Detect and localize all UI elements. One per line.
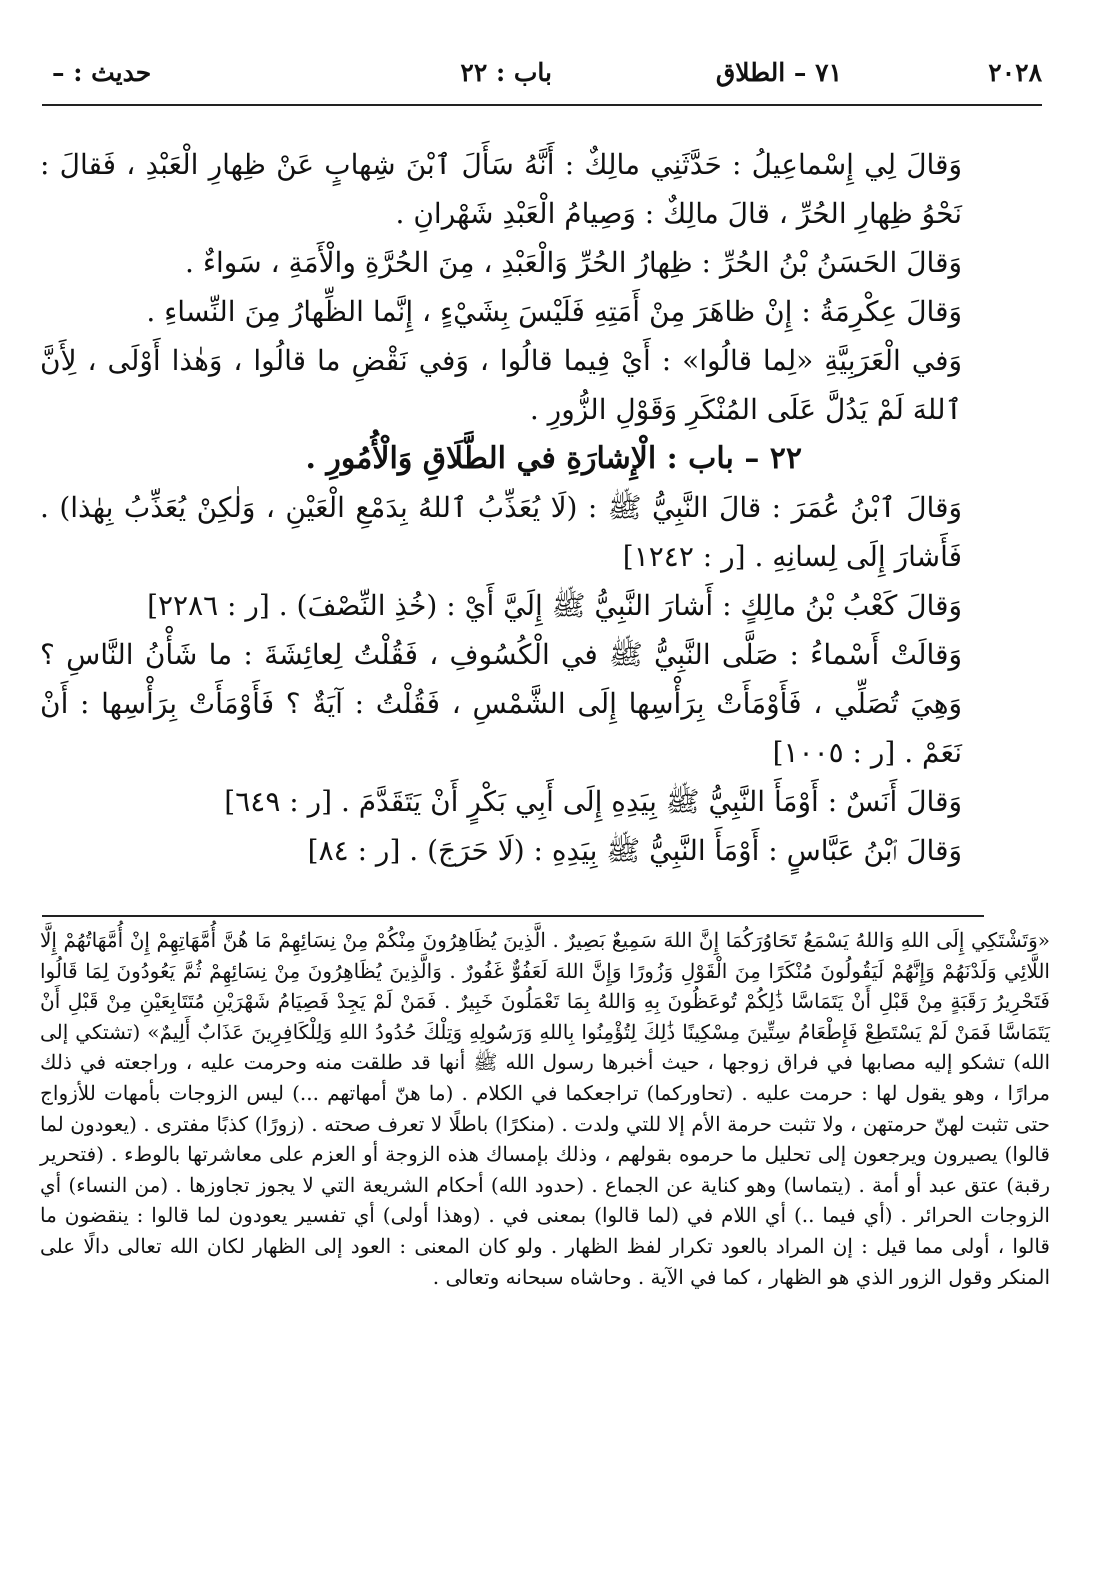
cross-reference: [ر : ٨٤] xyxy=(307,834,401,867)
footnote-divider xyxy=(42,915,984,917)
chapter-number: باب : ٢٢ xyxy=(460,58,552,87)
paragraph-text: وَقالَ ٱبْنُ عُمَرَ : قالَ النَّبِيُّ ﷺ : (لَا يُعَذِّبُ ٱللهُ بِدَمْعِ الْعَيْنِ ، وَلٰكِنْ يُعَذِّبُ بِهٰذا) . فَأَشارَ إِلَى لِسانِهِ . xyxy=(40,491,962,573)
cross-reference: [ر : ٦٤٩] xyxy=(224,785,333,818)
paragraph-text: وَقالَ كَعْبُ بْنُ مالِكٍ : أَشارَ النَّبِيُّ ﷺ إِلَيَّ أَيْ : (خُذِ النِّصْفَ) . xyxy=(278,589,962,622)
header-divider xyxy=(42,104,1042,106)
book-title: ٧١ – الطلاق xyxy=(715,58,842,87)
page-header xyxy=(42,58,1042,98)
paragraph: وَفي الْعَرَبِيَّةِ «لِما قالُوا» : أَيْ فِيما قالُوا ، وَفي نَقْضِ ما قالُوا ، وَهٰذا أَوْلَى ، لِأَنَّ ٱللهَ لَمْ يَدُلَّ عَلَى المُنْكَرِ وَقَوْلِ الزُّورِ . xyxy=(40,344,962,426)
paragraph xyxy=(40,826,1042,875)
paragraph xyxy=(40,483,1042,581)
paragraph xyxy=(40,777,1042,826)
paragraph-text: وَقالَ أَنَسٌ : أَوْمَأَ النَّبِيُّ ﷺ بِيَدِهِ إِلَى أَبِي بَكْرٍ أَنْ يَتَقَدَّمَ . xyxy=(340,785,962,818)
footnote-text: «وَتَشْتَكِي إِلَى اللهِ وَاللهُ يَسْمَعُ تَحَاوُرَكُمَا إِنَّ اللهَ سَمِيعٌ بَصِيرٌ . الَّذِينَ يُظَاهِرُونَ مِنْكُمْ مِنْ نِسَائِهِمْ مَا هُنَّ أُمَّهَاتِهِمْ إِنْ أُمَّهَاتُهُمْ إِلَّا اللَّائِي وَلَدْنَهُمْ وَإِنَّهُمْ لَيَقُولُونَ مُنْكَرًا مِنَ الْقَوْلِ وَزُورًا وَإِنَّ اللهَ لَعَفُوٌّ غَفُورٌ . وَالَّذِينَ يُظَاهِرُونَ مِنْ نِسَائِهِمْ ثُمَّ يَعُودُونَ لِمَا قَالُوا فَتَحْرِيرُ رَقَبَةٍ مِنْ قَبْلِ أَنْ يَتَمَاسَّا ذَٰلِكُمْ تُوعَظُونَ بِهِ وَاللهُ بِمَا تَعْمَلُونَ خَبِيرٌ . فَمَنْ لَمْ يَجِدْ فَصِيَامُ شَهْرَيْنِ مُتَتَابِعَيْنِ مِنْ قَبْلِ أَنْ يَتَمَاسَّا فَمَنْ لَمْ يَسْتَطِعْ فَإِطْعَامُ سِتِّينَ مِسْكِينًا ذَٰلِكَ لِتُؤْمِنُوا بِاللهِ وَرَسُولِهِ وَتِلْكَ حُدُودُ اللهِ وَلِلْكَافِرِينَ عَذَابٌ أَلِيمٌ» (تشتكي إلى الله) تشكو إليه مصابها في فراق زوجها ، حيث أخبرها رسول الله ﷺ أنها قد طلقت منه وحرمت عليه ، وراجعته في ذلك مرارًا ، وهو يقول لها : حرمت عليه . (تحاوركما) تراجعكما في الكلام . (ما هنّ أمهاتهم ...) ليس الزوجات بأمهات للأزواج حتى تثبت لهنّ حرمتهن ، ولا تثبت حرمة الأم إلا للتي ولدت . (منكرًا) باطلًا لا تعرف صحته . (زورًا) كذبًا مفترى . (يعودون لما قالوا) يصيرون ويرجعون إلى تحليل ما حرموه بقولهم ، وذلك بإمساك هذه الزوجة أو العزم على معاشرتها بالوطء . (فتحرير رقبة) عتق عبد أو أمة . (يتماسا) وهو كناية عن الجماع . (حدود الله) أحكام الشريعة التي لا يجوز تجاوزها . (من النساء) أي الزوجات الحرائر . (أي فيما ..) أي اللام في (لما قالوا) بمعنى في . (وهذا أولى) أي تفسير يعودون لما قالوا : ينقضون ما قالوا ، أولى مما قيل : إن المراد بالعود تكرار لفظ الظهار . ولو كان المعنى : العود إلى الظهار لكان الله تعالى دالًا على المنكر وقول الزور الذي هو الظهار ، كما في الآية . وحاشاه سبحانه وتعالى . xyxy=(40,928,1050,1289)
paragraph: وَقالَ عِكْرِمَةُ : إِنْ ظاهَرَ مِنْ أَمَتِهِ فَلَيْسَ بِشَيْءٍ ، إِنَّما الظِّهارُ مِنَ النِّساءِ . xyxy=(146,295,962,328)
paragraph: وَقالَ الحَسَنُ بْنُ الحُرِّ : ظِهارُ الحُرِّ وَالْعَبْدِ ، مِنَ الحُرَّةِ والْأَمَةِ ، سَواءٌ . xyxy=(185,246,962,279)
paragraph xyxy=(40,581,1042,630)
paragraph-text: وَقالَتْ أَسْماءُ : صَلَّى النَّبِيُّ ﷺ في الْكُسُوفِ ، فَقُلْتُ لِعائِشَةَ : ما شَأْنُ النَّاسِ ؟ وَهِيَ تُصَلِّي ، فَأَوْمَأَتْ بِرَأْسِها إِلَى الشَّمْسِ ، فَقُلْتُ : آيَةٌ ؟ فَأَوْمَأَتْ بِرَأْسِها : أَنْ نَعَمْ . xyxy=(40,638,962,769)
footnotes xyxy=(40,925,1050,1292)
paragraph xyxy=(40,630,1042,777)
main-text xyxy=(40,140,1042,875)
cross-reference: [ر : ٢٢٨٦] xyxy=(147,589,270,622)
chapter-heading: ٢٢ – باب : الْإِشارَةِ في الطَّلَاقِ وَالْأُمُورِ . xyxy=(305,441,802,476)
hadith-number: حديث : – xyxy=(52,58,152,87)
paragraph: وَقالَ لِي إِسْماعِيلُ : حَدَّثَنِي مالِكٌ : أَنَّهُ سَأَلَ ٱبْنَ شِهابٍ عَنْ ظِهارِ الْعَبْدِ ، فَقالَ : نَحْوُ ظِهارِ الحُرِّ ، قالَ مالِكٌ : وَصِيامُ الْعَبْدِ شَهْرانِ . xyxy=(40,148,962,230)
paragraph-text: وَقالَ ٱبْنُ عَبَّاسٍ : أَوْمَأَ النَّبِيُّ ﷺ بِيَدِهِ : (لَا حَرَجَ) . xyxy=(409,834,962,867)
page-number: ٢٠٢٨ xyxy=(988,58,1042,87)
cross-reference: [ر : ١٠٠٥] xyxy=(772,736,896,769)
cross-reference: [ر : ١٢٤٢] xyxy=(622,540,746,573)
